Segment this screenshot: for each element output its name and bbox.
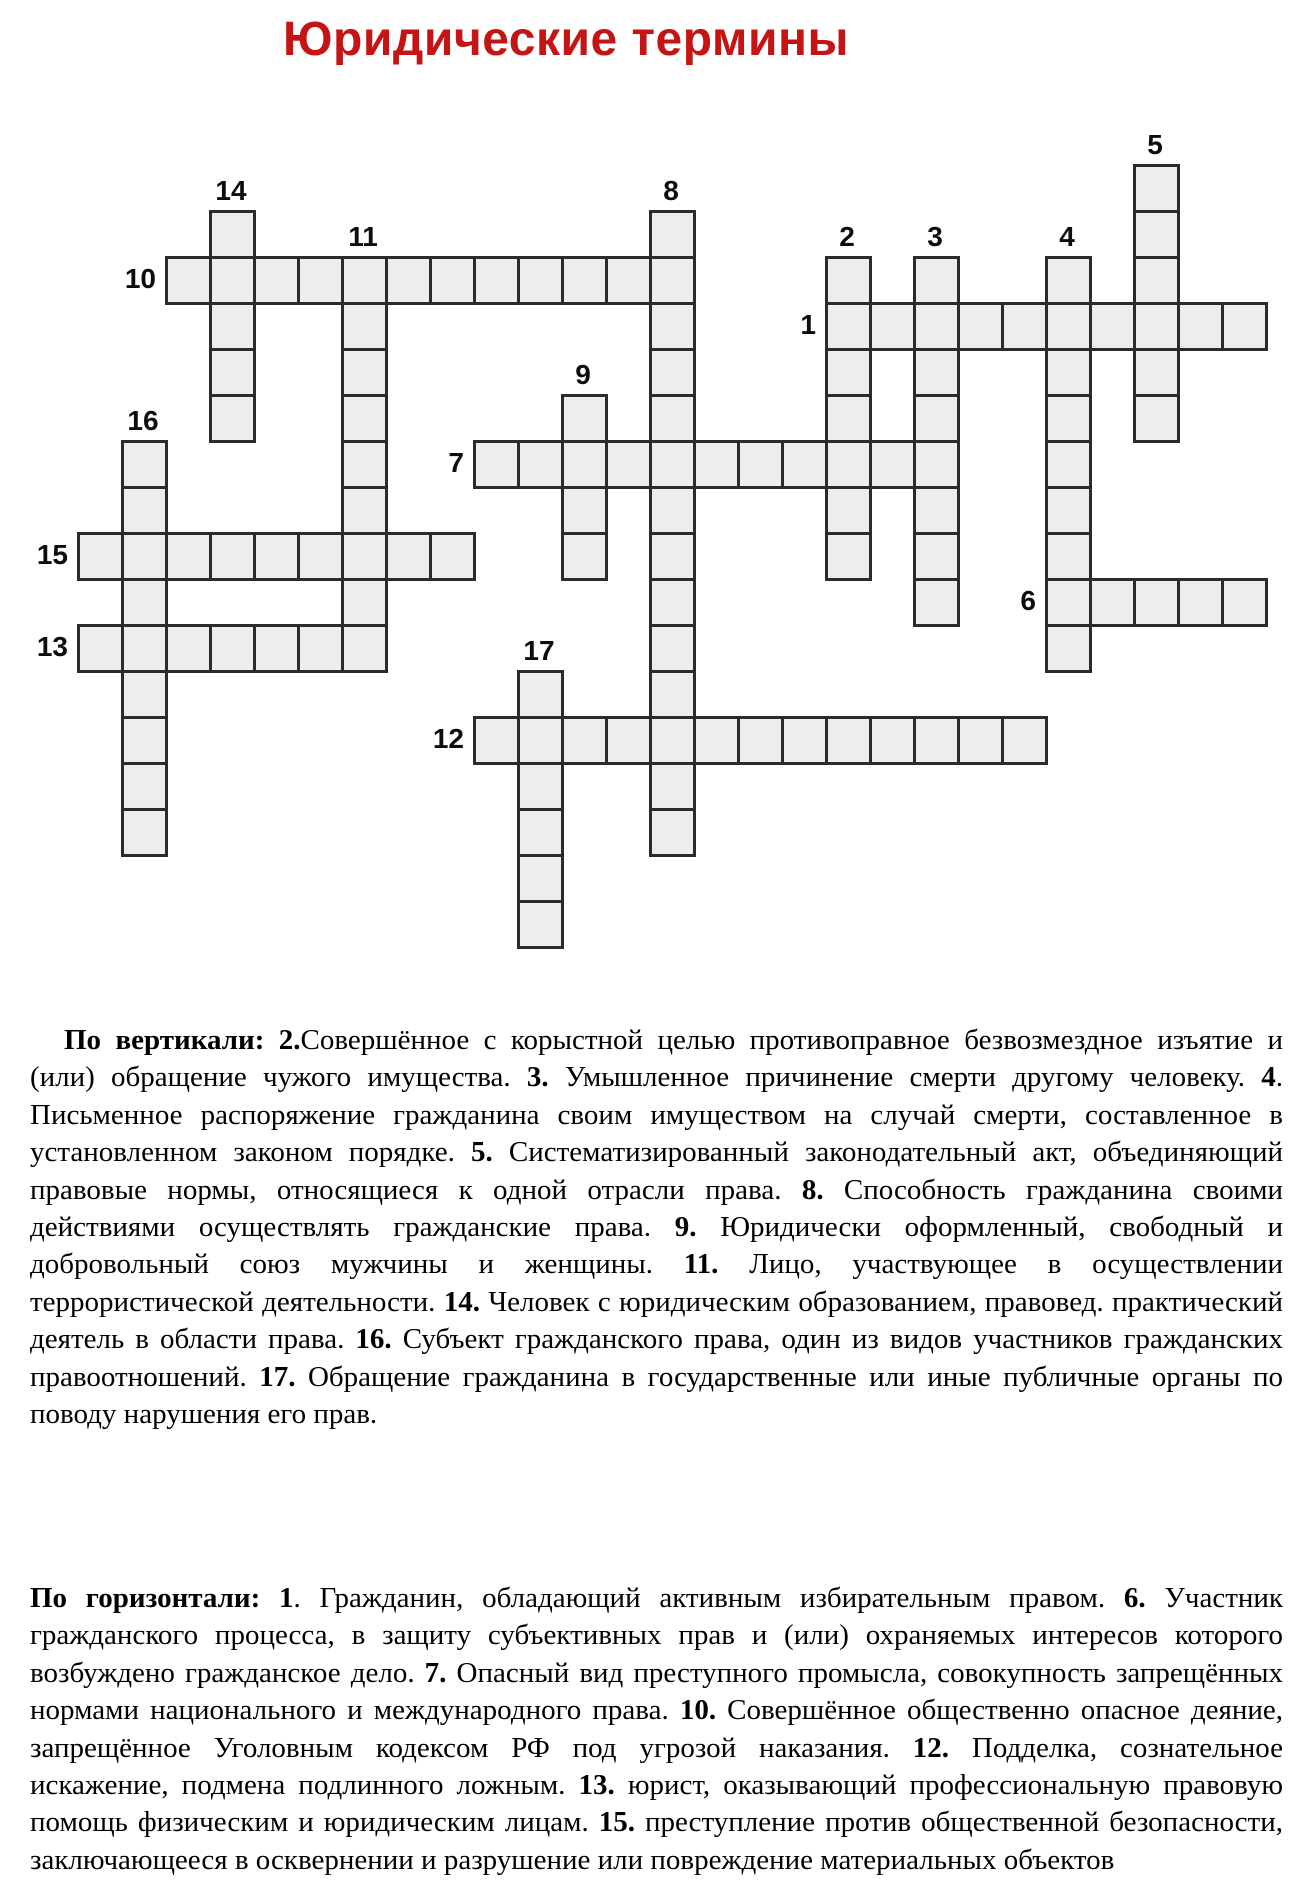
grid-cell[interactable] (121, 486, 168, 535)
clue-number: 5. (471, 1136, 493, 1169)
grid-cell[interactable] (209, 210, 256, 259)
grid-cell[interactable] (517, 762, 564, 811)
grid-cell[interactable] (517, 854, 564, 903)
grid-cell[interactable] (385, 532, 432, 581)
clue-number: По горизонтали: (30, 1582, 280, 1614)
grid-cell[interactable] (737, 716, 784, 765)
grid-cell[interactable] (561, 394, 608, 443)
grid-cell[interactable] (209, 302, 256, 351)
clue-number: 10. (679, 1694, 717, 1727)
grid-cell[interactable] (649, 486, 696, 535)
clue-text: преступление против общественной безопасности, заключающееся в осквернении и разрушение или повреждение материальных объектов (30, 1806, 1283, 1876)
entry-number-label: 14 (215, 175, 247, 206)
clue-text: . Письменное распоряжение гражданина своим имуществом на случай смерти, составленное в установленном законом порядке. (30, 1061, 1283, 1169)
grid-cell[interactable] (517, 808, 564, 857)
grid-cell[interactable] (297, 532, 344, 581)
clue-number: 16. (355, 1323, 392, 1356)
grid-cell[interactable] (1045, 578, 1092, 627)
grid-cell[interactable] (869, 716, 916, 765)
entry-number-label: 16 (127, 405, 159, 436)
grid-cell[interactable] (209, 394, 256, 443)
entry-number-label: 4 (1059, 221, 1075, 252)
clue-number: 15. (598, 1806, 635, 1839)
grid-cell[interactable] (341, 440, 388, 489)
clue-number: 2. (278, 1024, 301, 1056)
grid-cell[interactable] (165, 256, 212, 305)
grid-cell[interactable] (1133, 394, 1180, 443)
grid-cell[interactable] (121, 716, 168, 765)
grid-cell[interactable] (1133, 302, 1180, 351)
grid-cell[interactable] (649, 256, 696, 305)
grid-cell[interactable] (517, 900, 564, 949)
grid-cell[interactable] (165, 532, 212, 581)
clue-number: 7. (424, 1656, 447, 1689)
grid-cell[interactable] (561, 256, 608, 305)
entry-number-label: 11 (348, 221, 378, 252)
grid-cell[interactable] (1045, 302, 1092, 351)
entry-number-label: 2 (839, 221, 855, 252)
page-title: Юридические термины (283, 13, 849, 66)
grid-cell[interactable] (649, 670, 696, 719)
grid-cell[interactable] (1045, 256, 1092, 305)
grid-cell[interactable] (825, 302, 872, 351)
grid-cell[interactable] (825, 256, 872, 305)
grid-cell[interactable] (649, 716, 696, 765)
clue-text: Способность гражданина своими действиями осуществлять гражданские права. (30, 1173, 1283, 1244)
grid-cell[interactable] (253, 624, 300, 673)
grid-cell[interactable] (1221, 578, 1268, 627)
grid-cell[interactable] (1089, 302, 1136, 351)
grid-cell[interactable] (649, 440, 696, 489)
clue-text: Умышленное причинение смерти другому человеку. (548, 1061, 1262, 1094)
grid-cell[interactable] (473, 256, 520, 305)
grid-cell[interactable] (517, 670, 564, 719)
entry-number-label: 8 (663, 175, 679, 206)
grid-cell[interactable] (121, 440, 168, 489)
grid-cell[interactable] (341, 532, 388, 581)
grid-cell[interactable] (649, 762, 696, 811)
grid-cell[interactable] (605, 440, 652, 489)
grid-cell[interactable] (1133, 578, 1180, 627)
grid-cell[interactable] (561, 440, 608, 489)
grid-cell[interactable] (1177, 578, 1224, 627)
grid-cell[interactable] (649, 624, 696, 673)
grid-cell[interactable] (649, 578, 696, 627)
grid-cell[interactable] (341, 256, 388, 305)
grid-cell[interactable] (429, 256, 476, 305)
grid-cell[interactable] (297, 624, 344, 673)
grid-cell[interactable] (121, 670, 168, 719)
clue-text: Обращение гражданина в государственные или иные публичные органы по поводу нарушения его прав. (30, 1360, 1283, 1431)
grid-cell[interactable] (913, 440, 960, 489)
clue-number: 9. (674, 1211, 697, 1244)
grid-cell[interactable] (737, 440, 784, 489)
grid-cell[interactable] (341, 578, 388, 627)
grid-cell[interactable] (297, 256, 344, 305)
clue-number: 4 (1261, 1061, 1276, 1094)
grid-cell[interactable] (649, 808, 696, 857)
grid-cell[interactable] (121, 808, 168, 857)
grid-cell[interactable] (1089, 578, 1136, 627)
clue-text: Опасный вид преступного промысла, совокупность запрещённых нормами национального и международного права. (30, 1656, 1284, 1727)
grid-cell[interactable] (649, 348, 696, 397)
grid-cell[interactable] (825, 486, 872, 535)
clue-number: 8. (801, 1173, 824, 1206)
grid-cell[interactable] (1045, 486, 1092, 535)
entry-number-label: 7 (448, 447, 464, 478)
clue-text: . Гражданин, обладающий активным избирательным правом. (293, 1582, 1124, 1614)
grid-cell[interactable] (341, 348, 388, 397)
grid-cell[interactable] (1133, 348, 1180, 397)
entry-number-label: 6 (1020, 585, 1036, 616)
grid-cell[interactable] (1045, 394, 1092, 443)
grid-cell[interactable] (913, 716, 960, 765)
grid-cell[interactable] (121, 624, 168, 673)
clue-number: По вертикали: (64, 1024, 279, 1056)
grid-cell[interactable] (869, 440, 916, 489)
grid-cell[interactable] (517, 440, 564, 489)
grid-cell[interactable] (825, 532, 872, 581)
clues-horizontal-paragraph (30, 1580, 1283, 1879)
clue-text: Субъект гражданского права, один из видов участников гражданских правоотношений. (30, 1323, 1283, 1393)
grid-cell[interactable] (649, 302, 696, 351)
grid-cell[interactable] (385, 256, 432, 305)
grid-cell[interactable] (561, 716, 608, 765)
grid-cell[interactable] (649, 394, 696, 443)
grid-cell[interactable] (957, 716, 1004, 765)
entry-number-label: 9 (575, 359, 591, 390)
grid-cell[interactable] (781, 440, 828, 489)
grid-cell[interactable] (209, 532, 256, 581)
grid-cell[interactable] (913, 394, 960, 443)
grid-cell[interactable] (77, 624, 124, 673)
grid-cell[interactable] (253, 532, 300, 581)
clue-text: Подделка, сознательное искажение, подмена подлинного ложным. (30, 1731, 1284, 1802)
clue-number: 17. (259, 1360, 296, 1393)
grid-cell[interactable] (341, 302, 388, 351)
grid-cell[interactable] (1133, 164, 1180, 213)
entry-number-label: 13 (36, 631, 68, 662)
clue-text: Участник гражданского процесса, в защиту субъективных прав и (или) охраняемых интересов которого возбуждено гражданское дело. (30, 1582, 1283, 1689)
grid-cell[interactable] (825, 716, 872, 765)
grid-cell[interactable] (825, 394, 872, 443)
grid-cell[interactable] (605, 256, 652, 305)
clue-text: Совершённое общественно опасное деяние, запрещённое Уголовным кодексом РФ под угрозой наказания. (30, 1694, 1283, 1764)
grid-cell[interactable] (1177, 302, 1224, 351)
grid-cell[interactable] (341, 624, 388, 673)
grid-cell[interactable] (517, 256, 564, 305)
grid-cell[interactable] (1045, 440, 1092, 489)
grid-cell[interactable] (209, 624, 256, 673)
grid-cell[interactable] (957, 302, 1004, 351)
clue-text: юрист, оказывающий профессиональную правовую помощь физическим и юридическим лицам. (30, 1769, 1283, 1839)
grid-cell[interactable] (649, 532, 696, 581)
grid-cell[interactable] (561, 532, 608, 581)
grid-cell[interactable] (473, 440, 520, 489)
clue-text: Совершённое с корыстной целью противоправное безвозмездное изъятие и (или) обращение чужого имущества. (30, 1024, 1284, 1094)
clue-number: 3. (526, 1061, 549, 1094)
grid-cell[interactable] (341, 486, 388, 535)
grid-cell[interactable] (913, 486, 960, 535)
grid-cell[interactable] (253, 256, 300, 305)
clue-number: 11. (683, 1248, 719, 1281)
grid-cell[interactable] (825, 440, 872, 489)
clues-vertical-paragraph (30, 1022, 1283, 1433)
entry-number-label: 3 (927, 221, 943, 252)
grid-cell[interactable] (165, 624, 212, 673)
entry-number-label: 12 (432, 723, 464, 754)
grid-cell[interactable] (781, 716, 828, 765)
grid-cell[interactable] (693, 440, 740, 489)
grid-cell[interactable] (1133, 210, 1180, 259)
clue-text: Человек с юридическим образованием, правовед. практический деятель в области права. (30, 1285, 1283, 1356)
grid-cell[interactable] (473, 716, 520, 765)
grid-cell[interactable] (341, 394, 388, 443)
clue-number: 13. (578, 1769, 615, 1802)
grid-cell[interactable] (825, 348, 872, 397)
grid-cell[interactable] (121, 578, 168, 627)
entry-number-label: 17 (523, 635, 555, 666)
grid-cell[interactable] (1045, 624, 1092, 673)
clue-text: Юридически оформленный, свободный и добровольный союз мужчины и женщины. (30, 1211, 1283, 1281)
grid-cell[interactable] (517, 716, 564, 765)
grid-cell[interactable] (1001, 302, 1048, 351)
clue-number: 14. (443, 1285, 480, 1318)
grid-cell[interactable] (913, 302, 960, 351)
grid-cell[interactable] (209, 256, 256, 305)
clue-number: 6. (1123, 1582, 1146, 1614)
clue-number: 12. (912, 1731, 950, 1764)
entry-number-label: 5 (1147, 129, 1163, 160)
grid-cell[interactable] (121, 762, 168, 811)
grid-cell[interactable] (649, 210, 696, 259)
entry-number-label: 15 (36, 539, 68, 570)
grid-cell[interactable] (561, 486, 608, 535)
grid-cell[interactable] (209, 348, 256, 397)
grid-cell[interactable] (1045, 532, 1092, 581)
grid-cell[interactable] (1221, 302, 1268, 351)
grid-cell[interactable] (913, 348, 960, 397)
grid-cell[interactable] (429, 532, 476, 581)
grid-cell[interactable] (1133, 256, 1180, 305)
grid-cell[interactable] (605, 716, 652, 765)
grid-cell[interactable] (1045, 348, 1092, 397)
grid-cell[interactable] (913, 256, 960, 305)
clue-text: Лицо, участвующее в осуществлении террористической деятельности. (30, 1248, 1283, 1318)
grid-cell[interactable] (913, 532, 960, 581)
entry-number-label: 10 (124, 263, 156, 294)
clue-text: Систематизированный законодательный акт, объединяющий правовые нормы, относящиеся к одной отрасли права. (30, 1136, 1283, 1206)
entry-number-label: 1 (800, 309, 816, 340)
grid-cell[interactable] (913, 578, 960, 627)
grid-cell[interactable] (1001, 716, 1048, 765)
clue-number: 1 (279, 1582, 294, 1614)
grid-cell[interactable] (77, 532, 124, 581)
grid-cell[interactable] (693, 716, 740, 765)
grid-cell[interactable] (869, 302, 916, 351)
grid-cell[interactable] (121, 532, 168, 581)
